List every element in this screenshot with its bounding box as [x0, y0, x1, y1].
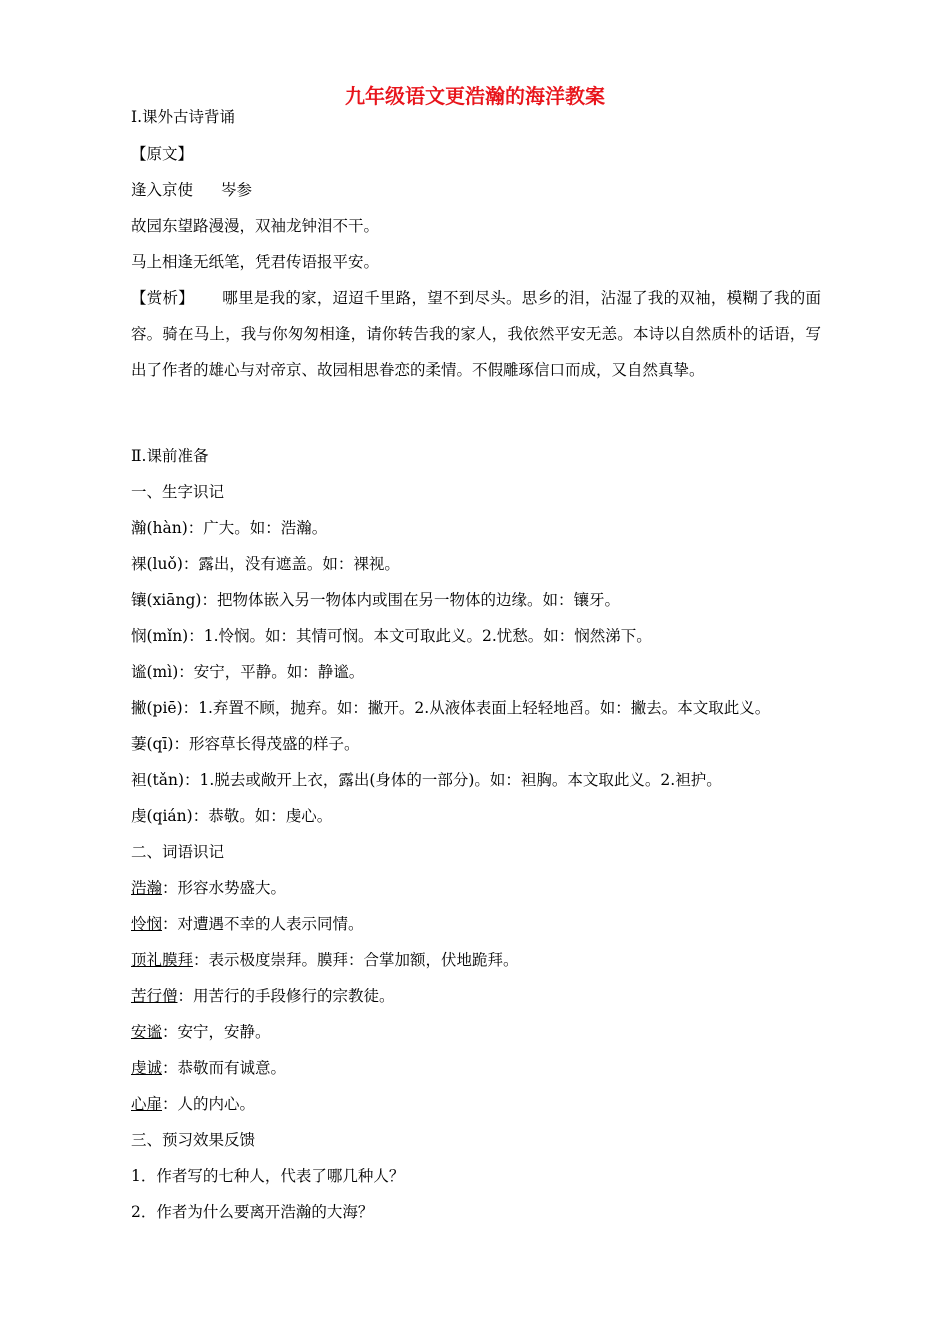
word-definition: ：安宁，安静。 — [162, 1023, 271, 1041]
subheading-preview: 三、预习效果反馈 — [131, 1131, 256, 1149]
section1-heading: Ⅰ.课外古诗背诵 — [131, 108, 236, 126]
original-label: 【原文】 — [131, 145, 194, 163]
document-title: 九年级语文更浩瀚的海洋教案 — [345, 84, 605, 108]
poem-title: 逢入京使 — [131, 181, 194, 199]
char-entry: 谧(mì)：安宁，平静。如：静谧。 — [131, 663, 365, 681]
question-item: 2．作者为什么要离开浩瀚的大海？ — [131, 1203, 374, 1221]
subheading-characters: 一、生字识记 — [131, 483, 225, 501]
subheading-words: 二、词语识记 — [131, 843, 225, 861]
char-entry: 撇(piē)：1.弃置不顾，抛弃。如：撇开。2.从液体表面上轻轻地舀。如：撇去。本文取此义。 — [131, 699, 771, 717]
word-term: 浩瀚 — [131, 879, 163, 897]
appreciation-paragraph — [131, 280, 821, 388]
word-definition: ：对遭遇不幸的人表示同情。 — [162, 915, 364, 933]
word-entry — [131, 914, 364, 934]
appreciation-text: 哪里是我的家，迢迢千里路，望不到尽头。思乡的泪，沾湿了我的双袖，模糊了我的面容。骑在马上，我与你匆匆相逢，请你转告我的家人，我依然平安无恙。本诗以自然质朴的话语，写出了作者的雄心与对帝京、故园相思眷恋的柔情。不假雕琢信口而成，又自然真挚。 — [131, 289, 821, 379]
word-term: 苦行僧 — [131, 987, 178, 1005]
char-entry: 悯(mǐn)：1.怜悯。如：其情可悯。本文可取此义。2.忧愁。如：悯然涕下。 — [131, 627, 652, 645]
word-term: 虔诚 — [131, 1059, 163, 1077]
section2-heading: Ⅱ.课前准备 — [131, 447, 209, 465]
word-definition: ：表示极度崇拜。膜拜：合掌加额，伏地跪拜。 — [193, 951, 519, 969]
word-term: 心扉 — [131, 1095, 163, 1113]
char-entry: 袒(tǎn)：1.脱去或敞开上衣，露出(身体的一部分)。如：袒胸。本文取此义。2.袒护。 — [131, 771, 722, 789]
char-entry: 瀚(hàn)：广大。如：浩瀚。 — [131, 519, 328, 537]
char-entry: 裸(luǒ)：露出，没有遮盖。如：裸视。 — [131, 555, 400, 573]
question-item: 1．作者写的七种人，代表了哪几种人？ — [131, 1167, 405, 1185]
word-entry — [131, 950, 519, 970]
poem-title-line — [131, 180, 252, 200]
word-term: 安谧 — [131, 1023, 163, 1041]
poem-line-2: 马上相逢无纸笔，凭君传语报平安。 — [131, 253, 380, 271]
char-entry: 萋(qī)：形容草长得茂盛的样子。 — [131, 735, 360, 753]
word-entry — [131, 1094, 255, 1114]
word-entry — [131, 1058, 286, 1078]
word-entry — [131, 1022, 271, 1042]
char-entry: 虔(qián)：恭敬。如：虔心。 — [131, 807, 333, 825]
word-definition: ：恭敬而有诚意。 — [162, 1059, 287, 1077]
word-term: 怜悯 — [131, 915, 163, 933]
word-term: 顶礼膜拜 — [131, 951, 194, 969]
word-definition: ：人的内心。 — [162, 1095, 256, 1113]
char-entry: 镶(xiāng)：把物体嵌入另一物体内或围在另一物体的边缘。如：镶牙。 — [131, 591, 620, 609]
word-definition: ：形容水势盛大。 — [162, 879, 287, 897]
poet-name: 岑参 — [221, 181, 253, 199]
word-entry — [131, 986, 395, 1006]
word-entry — [131, 878, 286, 898]
poem-line-1: 故园东望路漫漫，双袖龙钟泪不干。 — [131, 217, 380, 235]
word-definition: ：用苦行的手段修行的宗教徒。 — [177, 987, 395, 1005]
appreciation-label: 【赏析】 — [131, 289, 195, 307]
